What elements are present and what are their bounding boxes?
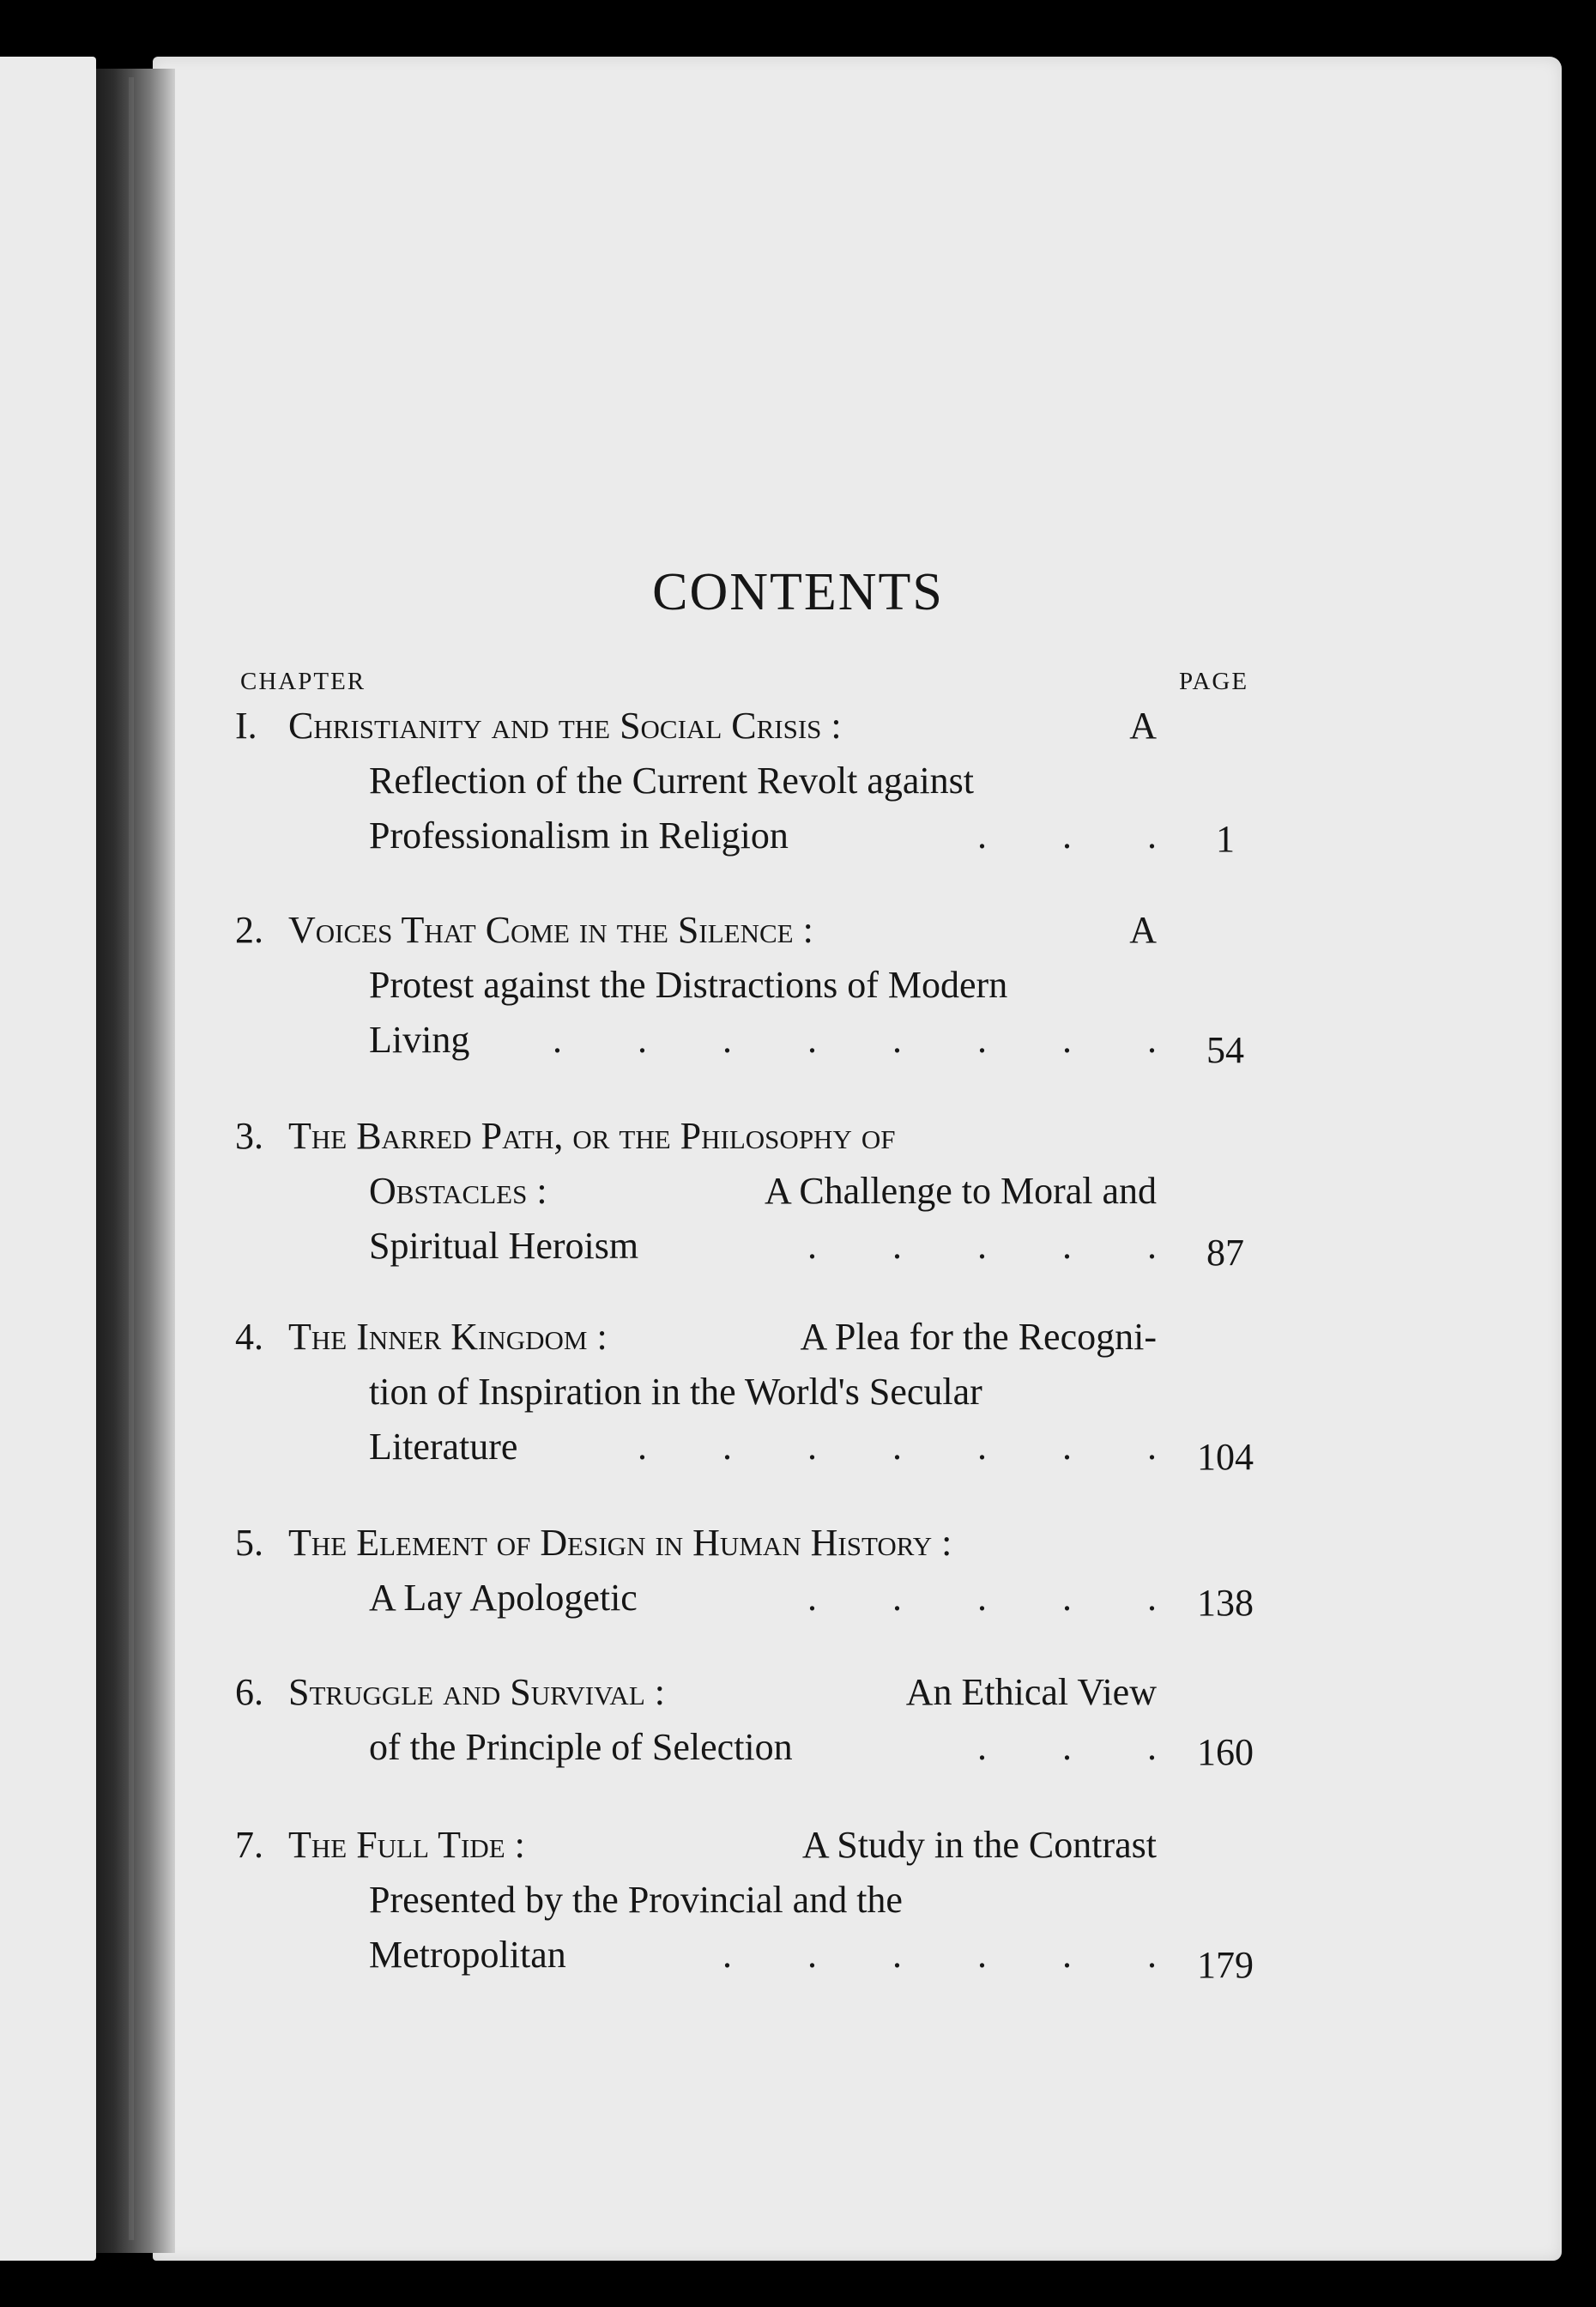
chapter-description: A Study in the Contrast <box>801 1824 1157 1866</box>
chapter-last-line <box>369 1723 1157 1771</box>
chapter-title: Struggle and Survival : <box>288 1671 665 1713</box>
chapter-last-line <box>369 1016 1157 1064</box>
chapter-last-line <box>369 1423 1157 1471</box>
chapter-number: I. <box>235 705 257 747</box>
chapter-number: 3. <box>235 1115 263 1157</box>
leader-dots: . . . . . <box>807 1577 1157 1619</box>
chapter-description-line: Presented by the Provincial and the <box>369 1879 903 1921</box>
chapter-title: The Full Tide : <box>288 1824 525 1866</box>
chapter-number: 5. <box>235 1522 263 1564</box>
chapter-heading-line <box>288 1821 1157 1869</box>
gutter-highlight <box>129 77 134 2240</box>
chapter-heading-line <box>288 1112 1157 1160</box>
chapter-description: Living <box>369 1019 470 1061</box>
chapter-description: Professionalism in Religion <box>369 814 789 857</box>
page-number: 138 <box>1197 1582 1254 1624</box>
chapter-title: The Inner Kingdom : <box>288 1316 608 1358</box>
chapter-title: Voices That Come in the Silence : <box>288 909 813 951</box>
chapter-last-line <box>369 812 1157 860</box>
chapter-heading-line <box>288 1313 1157 1361</box>
page-number: 54 <box>1206 1029 1244 1071</box>
chapter-description: A Plea for the Recogni- <box>800 1316 1157 1358</box>
leader-dots: . . . . . . . . <box>553 1019 1157 1061</box>
contents-title: CONTENTS <box>652 563 944 621</box>
chapter-description: A Challenge to Moral and <box>764 1170 1157 1212</box>
chapter-last-line <box>369 1222 1157 1270</box>
chapter-description: Metropolitan <box>369 1934 566 1976</box>
chapter-heading-line <box>288 906 1157 954</box>
chapter-title: The Element of Design in Human History : <box>288 1522 952 1564</box>
page-number: 87 <box>1206 1232 1244 1274</box>
chapter-column-label: CHAPTER <box>240 668 366 695</box>
chapter-description: A <box>1129 705 1157 747</box>
chapter-heading-line <box>288 702 1157 750</box>
leader-dots: . . . . . . . <box>638 1426 1157 1468</box>
chapter-number: 7. <box>235 1824 263 1866</box>
chapter-heading-line <box>288 1519 1157 1567</box>
leader-dots: . . . <box>977 814 1157 857</box>
leader-dots: . . . . . . <box>722 1934 1157 1976</box>
chapter-last-line <box>369 1931 1157 1979</box>
page-number: 160 <box>1197 1731 1254 1773</box>
chapter-description-line: tion of Inspiration in the World's Secular <box>369 1371 982 1413</box>
chapter-title: The Barred Path, or the Philosophy of <box>288 1115 896 1157</box>
page-number: 1 <box>1216 818 1235 860</box>
chapter-title: Christianity and the Social Crisis : <box>288 705 842 747</box>
chapter-description-line: Reflection of the Current Revolt against <box>369 760 975 802</box>
chapter-description: Literature <box>369 1426 518 1468</box>
chapter-description: A <box>1129 909 1157 951</box>
chapter-heading-line <box>288 1668 1157 1717</box>
chapter-number: 2. <box>235 909 263 951</box>
chapter-title-continued: Obstacles : <box>369 1170 547 1212</box>
chapter-description: of the Principle of Selection <box>369 1726 793 1768</box>
chapter-description-line <box>369 1167 1157 1215</box>
chapter-last-line <box>369 1574 1157 1622</box>
leader-dots: . . . <box>977 1726 1157 1768</box>
chapter-description: A Lay Apologetic <box>369 1577 638 1619</box>
chapter-description: An Ethical View <box>905 1671 1157 1713</box>
page-column-label: PAGE <box>1179 668 1249 695</box>
chapter-number: 4. <box>235 1316 263 1358</box>
page-number: 104 <box>1197 1436 1254 1478</box>
chapter-description-line: Protest against the Distractions of Modern <box>369 964 1008 1006</box>
chapter-description: Spiritual Heroism <box>369 1225 639 1267</box>
leader-dots: . . . . . <box>807 1225 1157 1267</box>
page-number: 179 <box>1197 1944 1254 1986</box>
chapter-number: 6. <box>235 1671 263 1713</box>
book-gutter <box>96 69 175 2253</box>
previous-page-edge <box>0 57 96 2261</box>
